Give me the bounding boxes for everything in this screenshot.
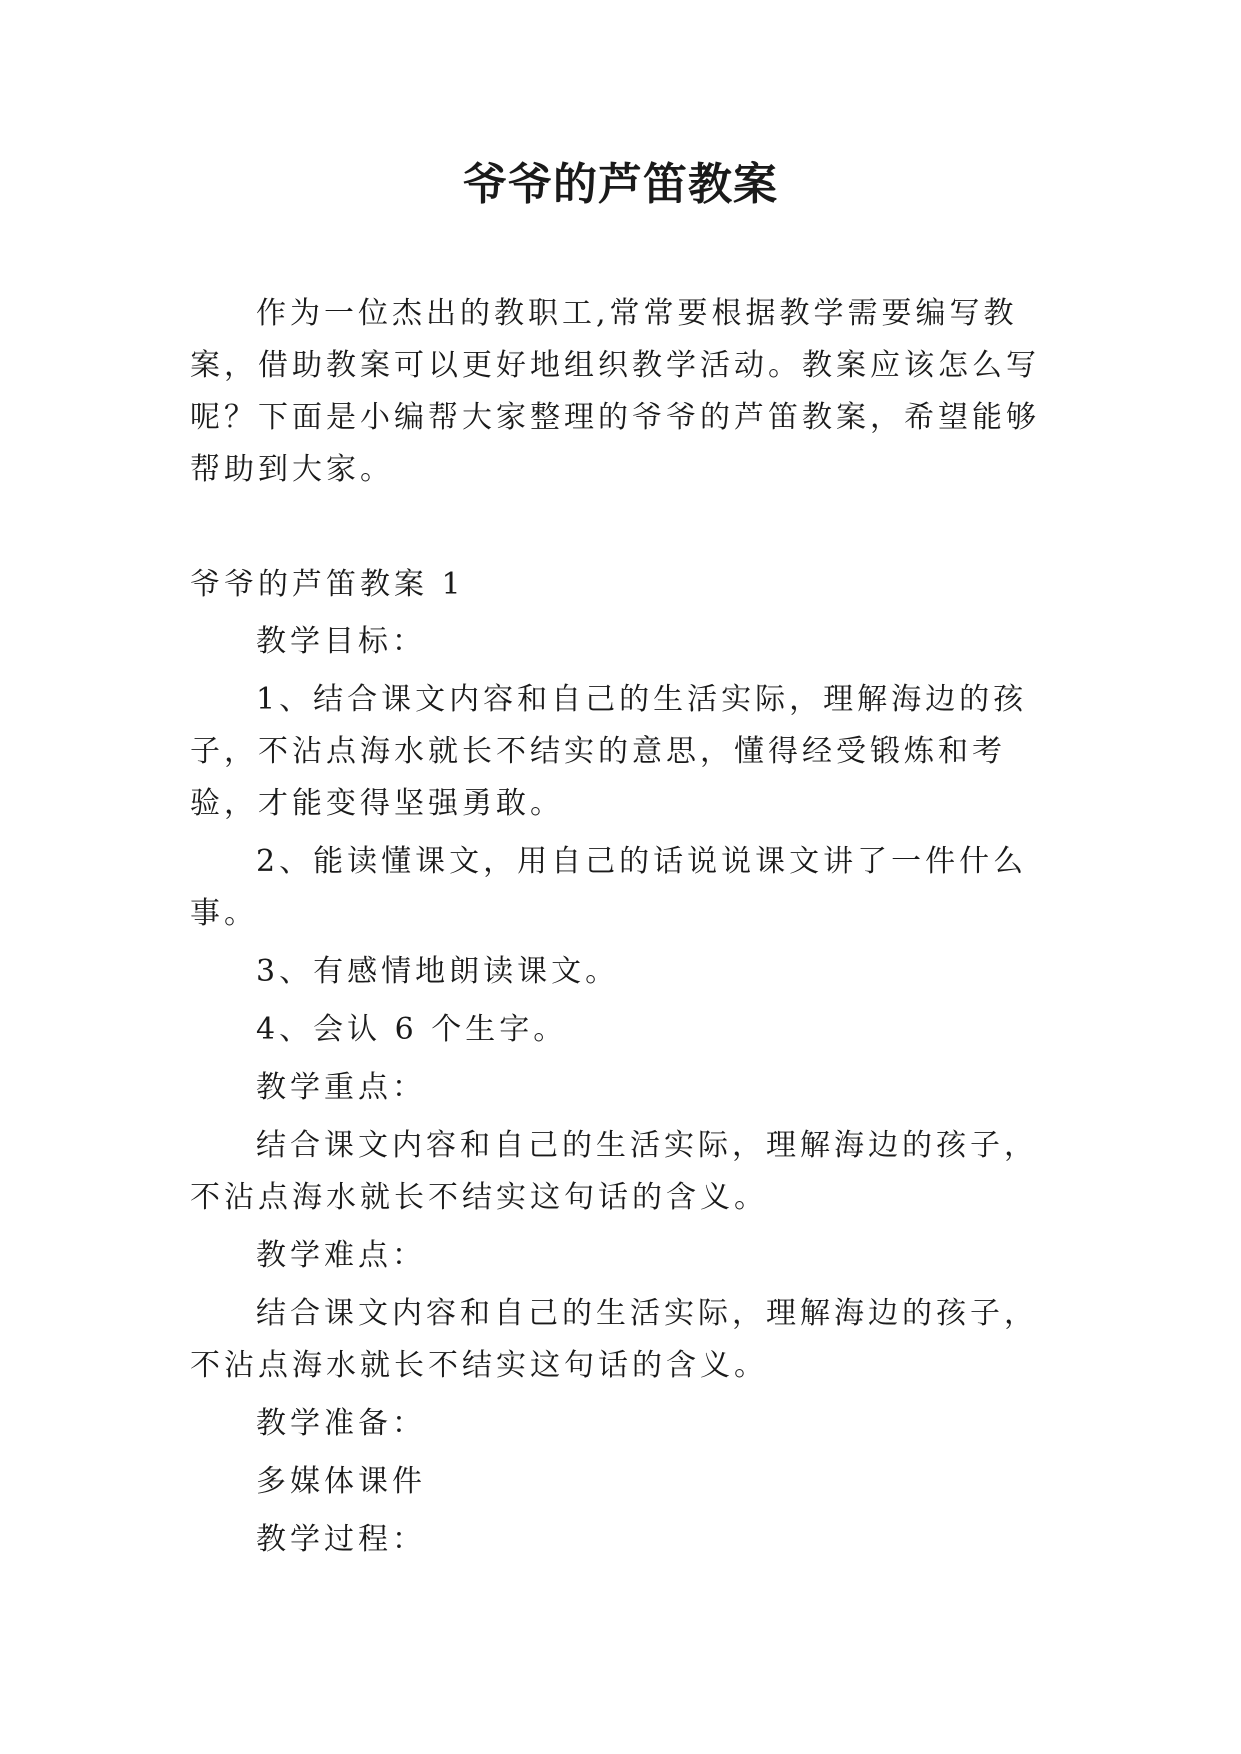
heading-process: 教学过程： <box>256 1522 426 1557</box>
heading-teaching-goals: 教学目标： <box>256 624 426 659</box>
preparation-text: 多媒体课件 <box>256 1464 426 1499</box>
heading-key-points: 教学重点： <box>256 1070 426 1105</box>
intro-paragraph: 作为一位杰出的教职工,常常要根据教学需要编写教案，借助教案可以更好地组织教学活动。教案应该怎么写呢？下面是小编帮大家整理的爷爷的芦笛教案，希望能够帮助到大家。 <box>190 296 1040 487</box>
heading-difficulties: 教学难点： <box>256 1238 426 1273</box>
goal-item-3: 3、有感情地朗读课文。 <box>256 954 620 989</box>
difficulties-text: 结合课文内容和自己的生活实际，理解海边的孩子，不沾点海水就长不结实这句话的含义。 <box>190 1296 1038 1383</box>
goal-item-2: 2、能读懂课文，用自己的话说说课文讲了一件什么事。 <box>190 844 1028 931</box>
goal-item-4: 4、会认 6 个生字。 <box>256 1012 568 1047</box>
document-body <box>190 288 1050 1572</box>
heading-preparation: 教学准备： <box>256 1406 426 1441</box>
section-title: 爷爷的芦笛教案 1 <box>190 567 465 602</box>
document-title: 爷爷的芦笛教案 <box>463 159 778 210</box>
section-body <box>190 616 1050 1566</box>
key-points-text: 结合课文内容和自己的生活实际，理解海边的孩子，不沾点海水就长不结实这句话的含义。 <box>190 1128 1038 1215</box>
goal-item-1: 1、结合课文内容和自己的生活实际，理解海边的孩子，不沾点海水就长不结实的意思，懂得经受锻炼和考验，才能变得坚强勇敢。 <box>190 682 1028 821</box>
